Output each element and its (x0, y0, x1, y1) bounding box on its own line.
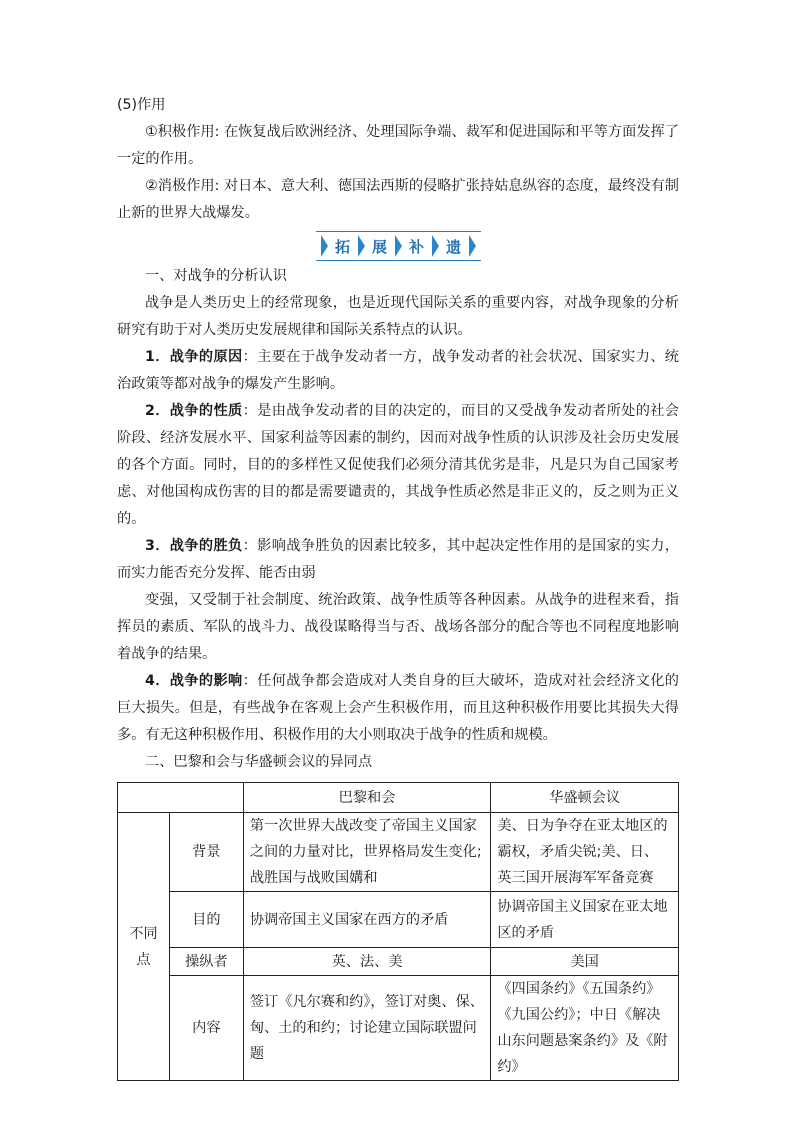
table-row (118, 948, 679, 976)
row-label-content: 内容 (169, 976, 243, 1081)
table-row (118, 813, 679, 892)
cell-washington-purpose: 协调帝国主义国家在亚太地区的矛盾 (491, 892, 679, 948)
banner-char: 拓 (334, 237, 350, 256)
war-nature-text: ：是由战争发动者的目的决定的，而目的又受战争发动者所处的社会阶段、经济发展水平、国家利益等因素的制约，因而对战争性质的认识涉及社会历史发展的各个方面。同时，目的的多样性又促使我们必须分清其优劣是非，凡是只为自己国家考虑、对他国构成伤害的目的都是需要谴责的，其战争性质必然是非正义的，反之则为正义的。 (117, 403, 679, 527)
group-label-differences: 不同点 (118, 813, 170, 1081)
war-impact-text: ：任何战争都会造成对人类自身的巨大破坏，造成对社会经济文化的巨大损失。但是，有些战争在客观上会产生积极作用，而且这种积极作用要比其损失大得多。有无这种积极作用、积极作用的大小则取决于战争的性质和规模。 (117, 673, 679, 743)
content-column (117, 92, 679, 1081)
table-row (118, 976, 679, 1081)
extension-banner (117, 231, 679, 261)
cell-paris-background: 第一次世界大战改变了帝国主义国家之间的力量对比，世界格局发生变化;战胜国与战败国媾和 (243, 813, 491, 892)
cell-washington-content: 《四国条约》《五国条约》《九国公约》；中日《解决山东问题悬案条约》及《附约》 (491, 976, 679, 1081)
war-impact-paragraph (117, 668, 679, 749)
war-cause-text: ：主要在于战争发动者一方，战争发动者的社会状况、国家实力、统治政策等都对战争的爆发产生影响。 (117, 349, 679, 392)
extension-banner-box (316, 231, 481, 261)
row-label-background: 背景 (169, 813, 243, 892)
war-nature-paragraph (117, 398, 679, 533)
war-outcome-text: ：影响战争胜负的因素比较多，其中起决定性作用的是国家的实力，而实力能否充分发挥、能否由弱 (117, 538, 679, 581)
part1-intro: 战争是人类历史上的经常现象，也是近现代国际关系的重要内容，对战争现象的分析研究有助于对人类历史发展规律和国际关系特点的认识。 (117, 295, 679, 338)
row-label-controller: 操纵者 (169, 948, 243, 976)
row-label-purpose: 目的 (169, 892, 243, 948)
part2-title: 二、巴黎和会与华盛顿会议的异同点 (145, 754, 373, 770)
war-nature-label: 2．战争的性质 (145, 403, 243, 419)
table-row (118, 892, 679, 948)
war-cause-paragraph (117, 344, 679, 398)
war-cause-label: 1．战争的原因 (145, 349, 243, 365)
cell-washington-background: 美、日为争夺在亚太地区的霸权，矛盾尖锐;美、日、英三国开展海军军备竞赛 (491, 813, 679, 892)
cell-paris-purpose: 协调帝国主义国家在西方的矛盾 (243, 892, 491, 948)
table-header-row (118, 783, 679, 813)
section5-negative-effect: ②消极作用: 对日本、意大利、德国法西斯的侵略扩张持姑息纵容的态度，最终没有制止新的世界大战爆发。 (117, 178, 679, 221)
war-outcome-label: 3．战争的胜负 (145, 538, 243, 554)
section5-positive-effect: ①积极作用: 在恢复战后欧洲经济、处理国际争端、裁军和促进国际和平等方面发挥了一定的作用。 (117, 124, 679, 167)
chevron-right-icon (469, 235, 476, 257)
war-outcome-paragraph (117, 533, 679, 587)
header-paris-conference: 巴黎和会 (243, 783, 491, 813)
cell-paris-controller: 英、法、美 (243, 948, 491, 976)
chevron-right-icon (358, 235, 365, 257)
comparison-table (117, 782, 679, 1081)
cell-washington-controller: 美国 (491, 948, 679, 976)
banner-char: 补 (408, 237, 424, 256)
table-corner-cell (118, 783, 244, 813)
chevron-right-icon (321, 235, 328, 257)
war-outcome-continued (117, 587, 679, 668)
war-outcome-continued-text: 变强，又受制于社会制度、统治政策、战争性质等各种因素。从战争的进程来看，指挥员的素质、军队的战斗力、战役谋略得当与否、战场各部分的配合等也不同程度地影响着战争的结果。 (117, 592, 679, 662)
chevron-right-icon (432, 235, 439, 257)
header-washington-conference: 华盛顿会议 (491, 783, 679, 813)
chevron-right-icon (395, 235, 402, 257)
banner-char: 遗 (445, 237, 461, 256)
part1-title: 一、对战争的分析认识 (145, 268, 287, 284)
cell-paris-content: 签订《凡尔赛和约》，签订对奥、保、匈、土的和约；讨论建立国际联盟问题 (243, 976, 491, 1081)
war-impact-label: 4．战争的影响 (145, 673, 243, 689)
banner-char: 展 (371, 237, 387, 256)
section5-heading: (5)作用 (117, 97, 166, 113)
